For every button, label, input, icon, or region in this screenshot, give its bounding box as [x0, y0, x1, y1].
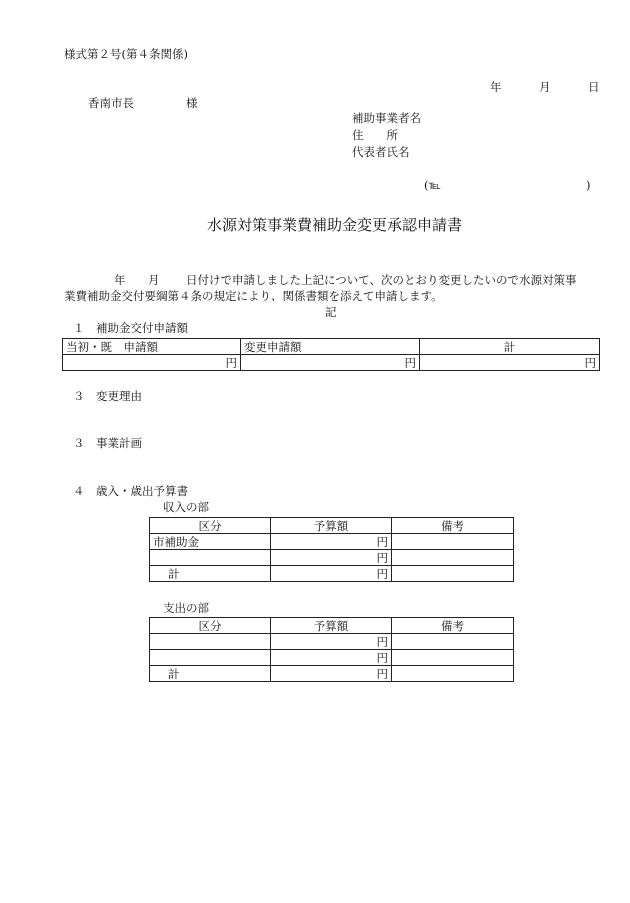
header-remarks: 備考 [392, 618, 514, 634]
document-title: 水源対策事業費補助金変更承認申請書 [207, 216, 463, 234]
table-header-row [150, 618, 514, 634]
table-row [150, 666, 514, 682]
budget-cell[interactable]: 円 [271, 634, 392, 650]
header-category: 区分 [150, 518, 271, 534]
body-month-label: 月 [148, 273, 160, 287]
budget-cell[interactable]: 円 [271, 566, 392, 582]
table-row [150, 550, 514, 566]
form-number: 様式第２号(第４条関係) [64, 47, 188, 61]
category-cell[interactable] [150, 550, 271, 566]
section1-heading: １ 補助金交付申請額 [73, 321, 188, 335]
header-remarks: 備考 [392, 518, 514, 534]
remarks-cell[interactable] [392, 650, 514, 666]
remarks-cell[interactable] [392, 634, 514, 650]
applicant-address-label: 住 所 [352, 128, 398, 142]
original-amount-cell[interactable]: 円 [63, 355, 241, 371]
date-month-label: 月 [539, 80, 551, 94]
date-year-label: 年 [490, 80, 502, 94]
table-row [150, 534, 514, 550]
changed-amount-cell[interactable]: 円 [241, 355, 420, 371]
expense-budget-table [149, 617, 514, 682]
header-changed-amount: 変更申請額 [241, 339, 420, 355]
budget-cell[interactable]: 円 [271, 534, 392, 550]
table-header-row [63, 339, 600, 355]
income-budget-table [149, 517, 514, 582]
section2-heading: ３ 変更理由 [73, 389, 142, 403]
income-label: 収入の部 [163, 500, 209, 514]
total-amount-cell[interactable]: 円 [420, 355, 600, 371]
representative-name-label: 代表者氏名 [352, 145, 410, 159]
category-total-cell: 計 [150, 566, 271, 582]
date-day-label: 日 [588, 80, 600, 94]
phone-label: (℡ [424, 178, 441, 192]
budget-cell[interactable]: 円 [271, 666, 392, 682]
remarks-cell[interactable] [392, 666, 514, 682]
ki-marker: 記 [325, 305, 337, 319]
table-row [150, 566, 514, 582]
header-original-amount: 当初・既 申請額 [63, 339, 241, 355]
expense-label: 支出の部 [163, 601, 209, 615]
section4-heading: ４ 歳入・歳出予算書 [73, 484, 188, 498]
application-amount-table [62, 338, 600, 371]
budget-cell[interactable]: 円 [271, 650, 392, 666]
table-header-row [150, 518, 514, 534]
body-line-2: 業費補助金交付要綱第４条の規定により、関係書類を添えて申請します。 [64, 289, 443, 303]
body-year-label: 年 [114, 273, 126, 287]
remarks-cell[interactable] [392, 534, 514, 550]
category-cell[interactable] [150, 634, 271, 650]
addressee: 香南市長 [88, 96, 134, 110]
remarks-cell[interactable] [392, 566, 514, 582]
header-budget: 予算額 [271, 518, 392, 534]
category-cell: 市補助金 [150, 534, 271, 550]
remarks-cell[interactable] [392, 550, 514, 566]
category-total-cell: 計 [150, 666, 271, 682]
addressee-honorific: 様 [186, 96, 198, 110]
header-total: 計 [420, 339, 600, 355]
category-cell[interactable] [150, 650, 271, 666]
header-category: 区分 [150, 618, 271, 634]
header-budget: 予算額 [271, 618, 392, 634]
budget-cell[interactable]: 円 [271, 550, 392, 566]
table-row [63, 355, 600, 371]
table-row [150, 650, 514, 666]
body-line-1: 日付けで申請しました上記について、次のとおり変更したいので水源対策事 [186, 273, 577, 287]
phone-close-paren: ) [586, 178, 591, 192]
table-row [150, 634, 514, 650]
applicant-name-label: 補助事業者名 [352, 111, 421, 125]
section3-heading: ３ 事業計画 [73, 436, 142, 450]
